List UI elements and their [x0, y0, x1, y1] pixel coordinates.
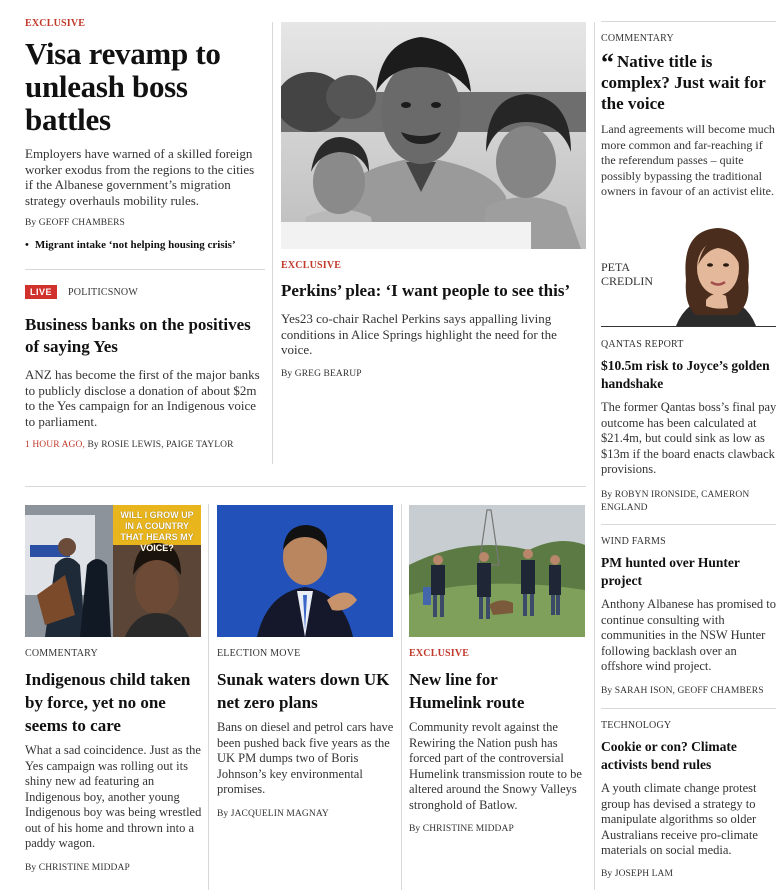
perkins-byline: By GREG BEARUP: [281, 368, 362, 379]
lead-author[interactable]: GEOFF CHAMBERS: [38, 218, 125, 228]
divider-lead-live: [25, 269, 265, 270]
lead-byline: By GEOFF CHAMBERS: [25, 218, 125, 228]
sunak-headline[interactable]: Sunak waters down UK net zero plans: [217, 670, 390, 712]
humelink-headline[interactable]: New line for Humelink route: [409, 670, 525, 712]
indigenous-dek: What a sad coincidence. Just as the Yes campaign was rolling out its shiny new ad featuring an Indigenous boy, another young Indigenous boy was being wrestled out of his home and thrown into a paddy wagon.: [25, 743, 202, 850]
sunak-photo-image: [217, 505, 393, 637]
live-story[interactable]: [25, 285, 265, 450]
commentary-kicker: COMMENTARY: [601, 33, 674, 44]
humelink-photo-image: [409, 505, 585, 637]
humelink-dek: Community revolt against the Rewiring the Nation push has forced part of the controversial Humelink transmission route to be altered around the Snowy Valleys stronghold of Batlow.: [409, 720, 582, 812]
divider-sidebar-top: [601, 21, 776, 22]
tech-dek: A youth climate change protest group has devised a strategy to manipulate algorithms so older Australians receive pro-climate materials on social media.: [601, 781, 758, 857]
commentary-headline-row[interactable]: [601, 48, 779, 114]
divider-commentary-qantas: [601, 326, 776, 327]
indigenous-image-caption: WILL I GROW UP IN A COUNTRY THAT HEARS MY VOICE?: [120, 510, 194, 553]
humelink-author[interactable]: CHRISTINE MIDDAP: [422, 824, 514, 834]
sunak-byline: By JACQUELIN MAGNAY: [217, 808, 329, 819]
quote-icon: “: [601, 48, 614, 77]
divider-top-bottom: [25, 486, 586, 487]
bullet-icon: •: [25, 239, 29, 251]
credlin-photo-image: [656, 220, 776, 326]
tech-author[interactable]: JOSEPH LAM: [614, 868, 674, 879]
live-headline[interactable]: Business banks on the positives of saying Yes: [25, 315, 251, 356]
tech-story[interactable]: [601, 720, 779, 879]
perkins-story[interactable]: [281, 260, 581, 379]
qantas-authors[interactable]: ROBYN IRONSIDE, CAMERON ENGLAND: [601, 489, 750, 513]
humelink-story[interactable]: [409, 648, 589, 834]
divider-bottom-2: [401, 504, 402, 890]
qantas-kicker: QANTAS REPORT: [601, 339, 684, 350]
sunak-dek: Bans on diesel and petrol cars have been pushed back five years as the UK PM dumps two of Boris Johnson’s key environmental promises.: [217, 720, 394, 796]
indigenous-photo[interactable]: [25, 505, 201, 637]
perkins-photo-image: [281, 22, 586, 249]
qantas-story[interactable]: [601, 339, 779, 515]
sunak-author[interactable]: JACQUELIN MAGNAY: [230, 808, 329, 819]
credlin-avatar[interactable]: [656, 220, 776, 326]
commentary-headline: Native title is complex? Just wait for the voice: [601, 52, 766, 113]
perkins-dek: Yes23 co-chair Rachel Perkins says appalling living conditions in Alice Springs highlight the need for the voice.: [281, 311, 557, 357]
wind-dek: Anthony Albanese has promised to continue consulting with communities in the NSW Hunter following backlash over an offshore wind project.: [601, 597, 776, 673]
lead-dek: Employers have warned of a skilled foreign worker exodus from the regions to the cities if the Albanese government’s migration strategy overhauls mobility rules.: [25, 146, 255, 208]
wind-headline[interactable]: PM hunted over Hunter project: [601, 555, 740, 588]
divider-main-sidebar: [594, 22, 595, 890]
divider-qantas-wind: [601, 524, 776, 525]
live-kicker-row: [25, 285, 265, 299]
perkins-photo[interactable]: [281, 22, 586, 249]
qantas-headline[interactable]: $10.5m risk to Joyce’s golden handshake: [601, 358, 770, 391]
commentary-story[interactable]: [601, 33, 779, 200]
divider-bottom-1: [208, 504, 209, 890]
humelink-kicker: EXCLUSIVE: [409, 648, 470, 659]
live-byline: 1 HOUR AGO, By ROSIE LEWIS, PAIGE TAYLOR: [25, 440, 234, 450]
humelink-byline: By CHRISTINE MIDDAP: [409, 824, 514, 834]
commentary-dek: Land agreements will become much more common and far-reaching if the referendum passes – quite possibly bypassing the traditional owners in favour of an activist elite.: [601, 122, 775, 198]
lead-headline[interactable]: Visa revamp to unleash boss battles: [25, 36, 221, 137]
tech-headline[interactable]: Cookie or con? Climate activists bend rules: [601, 739, 737, 772]
perkins-author[interactable]: GREG BEARUP: [294, 368, 362, 379]
tech-kicker: TECHNOLOGY: [601, 720, 672, 731]
perkins-headline[interactable]: Perkins’ plea: ‘I want people to see this’: [281, 281, 571, 300]
commentary-author[interactable]: PETA CREDLIN: [601, 260, 653, 288]
perkins-kicker: EXCLUSIVE: [281, 260, 342, 271]
wind-authors[interactable]: SARAH ISON, GEOFF CHAMBERS: [614, 685, 764, 696]
live-kicker: POLITICSNOW: [68, 286, 138, 298]
sunak-story[interactable]: [217, 648, 397, 819]
tech-byline: By JOSEPH LAM: [601, 868, 674, 879]
indigenous-headline[interactable]: Indigenous child taken by force, yet no one seems to care: [25, 670, 191, 735]
lead-kicker: EXCLUSIVE: [25, 18, 86, 29]
indigenous-byline: By CHRISTINE MIDDAP: [25, 862, 130, 873]
wind-byline: By SARAH ISON, GEOFF CHAMBERS: [601, 685, 764, 696]
lead-story[interactable]: [25, 18, 265, 251]
sunak-kicker: ELECTION MOVE: [217, 648, 301, 659]
qantas-byline: By ROBYN IRONSIDE, CAMERON ENGLAND: [601, 489, 750, 513]
live-dek: ANZ has become the first of the major banks to publicly disclose a donation of about $2m to the Yes campaign for an Indigenous voice to parliament.: [25, 367, 260, 429]
wind-kicker: WIND FARMS: [601, 536, 666, 547]
indigenous-kicker: COMMENTARY: [25, 648, 98, 659]
divider-wind-tech: [601, 708, 776, 709]
live-authors[interactable]: ROSIE LEWIS, PAIGE TAYLOR: [101, 440, 234, 450]
indigenous-story[interactable]: [25, 648, 205, 873]
indigenous-author[interactable]: CHRISTINE MIDDAP: [38, 862, 130, 873]
live-timestamp: 1 HOUR AGO,: [25, 440, 85, 450]
live-badge: LIVE: [25, 285, 57, 299]
humelink-photo[interactable]: [409, 505, 585, 637]
qantas-dek: The former Qantas boss’s final pay outcome has been calculated at $21.4m, but could sink as low as $13m if the board enacts clawback provisions.: [601, 400, 777, 476]
sunak-photo[interactable]: [217, 505, 393, 637]
divider-col1-col2: [272, 22, 273, 464]
wind-story[interactable]: [601, 536, 779, 696]
lead-related-link[interactable]: • Migrant intake ‘not helping housing crisis’: [25, 239, 236, 251]
